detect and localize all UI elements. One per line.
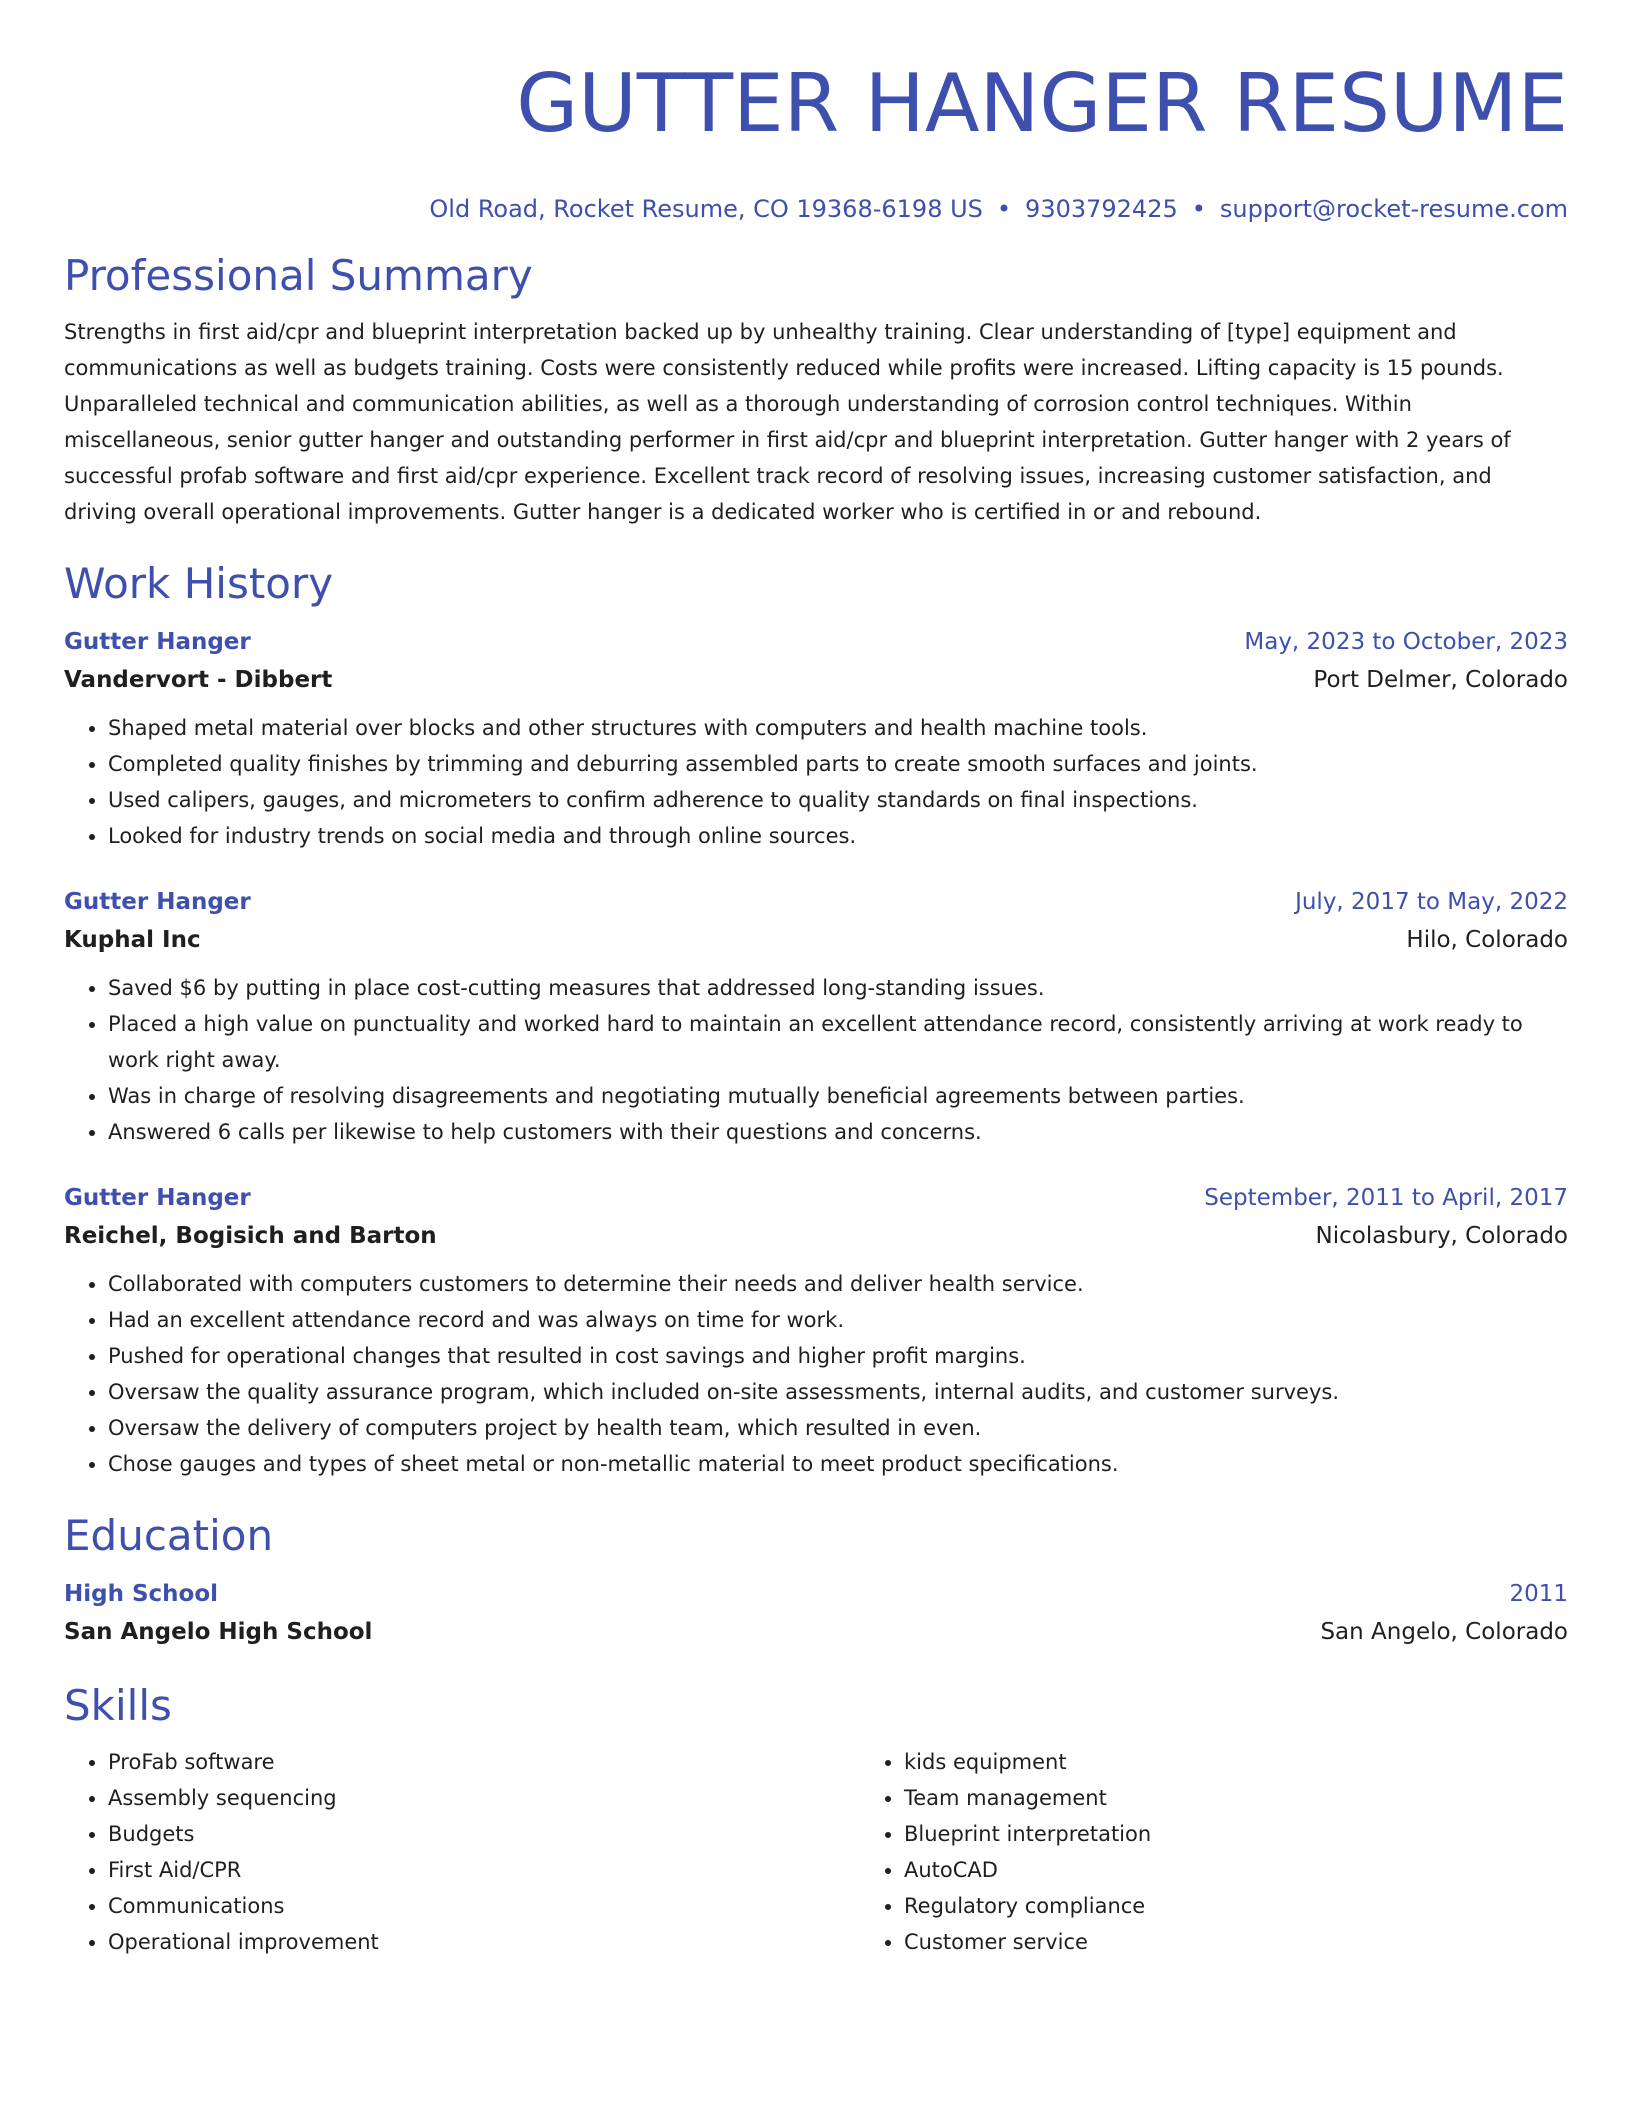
- job-bullets: [64, 970, 1568, 1150]
- section-title-education: Education: [64, 1511, 274, 1560]
- contact-address: Old Road, Rocket Resume, CO 19368-6198 US: [429, 195, 983, 223]
- contact-phone: 9303792425: [1025, 195, 1178, 223]
- job-title: Gutter Hanger: [64, 629, 251, 655]
- contact-separator: •: [1191, 195, 1206, 223]
- skill-item: • Blueprint interpretation: [904, 1816, 1632, 1852]
- job-title: Gutter Hanger: [64, 1185, 251, 1211]
- job-bullet: • Placed a high value on punctuality and worked hard to maintain an excellent attendance record, consistently arriving at work ready to work right away.: [108, 1006, 1568, 1078]
- section-title-summary: Professional Summary: [64, 251, 533, 300]
- job-employer: Vandervort - Dibbert: [64, 667, 333, 693]
- summary-section: [64, 250, 1568, 530]
- skill-item: • Operational improvement: [108, 1924, 860, 1960]
- section-title-skills: Skills: [64, 1681, 172, 1730]
- skill-item: • Customer service: [904, 1924, 1632, 1960]
- job-dates: September, 2011 to April, 2017: [1204, 1185, 1568, 1211]
- job-employer: Kuphal Inc: [64, 927, 201, 953]
- job-location: Hilo, Colorado: [1406, 927, 1568, 953]
- job-dates: May, 2023 to October, 2023: [1244, 629, 1568, 655]
- education-entry: [64, 1576, 1568, 1652]
- job-bullet: • Answered 6 calls per likewise to help customers with their questions and concerns.: [108, 1114, 1568, 1150]
- job-bullet: • Shaped metal material over blocks and other structures with computers and health machine tools.: [108, 710, 1568, 746]
- skill-item: • AutoCAD: [904, 1852, 1632, 1888]
- job-dates: July, 2017 to May, 2022: [1295, 889, 1568, 915]
- education-year: 2011: [1509, 1581, 1568, 1607]
- section-title-work-history: Work History: [64, 559, 334, 608]
- job-entry: [64, 624, 1568, 854]
- job-bullet: • Completed quality finishes by trimming and deburring assembled parts to create smooth surfaces and joints.: [108, 746, 1568, 782]
- skill-item: • First Aid/CPR: [108, 1852, 860, 1888]
- job-bullet: • Saved $6 by putting in place cost-cutting measures that addressed long-standing issues.: [108, 970, 1568, 1006]
- skill-item: • Budgets: [108, 1816, 860, 1852]
- summary-text: Strengths in first aid/cpr and blueprint interpretation backed up by unhealthy training. Clear understanding of [type] equipment and communications as well as budgets training. Costs were consistently reduced while profits were increased. Lifting capacity is 15 pounds. Unparalleled technical and communication abilities, as well as a thorough understanding of corrosion control techniques. Within miscellaneous, senior gutter hanger and outstanding performer in first aid/cpr and blueprint interpretation. Gutter hanger with 2 years of successful profab software and first aid/cpr experience. Excellent track record of resolving issues, increasing customer satisfaction, and driving overall operational improvements. Gutter hanger is a dedicated worker who is certified in or and rebound.: [64, 320, 1511, 524]
- job-bullet: • Pushed for operational changes that resulted in cost savings and higher profit margins.: [108, 1338, 1568, 1374]
- resume-header: [64, 56, 1568, 224]
- education-section: [64, 1510, 1568, 1652]
- contact-separator: •: [996, 195, 1012, 223]
- skills-list-left: [64, 1744, 860, 1960]
- contact-email: support@rocket-resume.com: [1219, 195, 1568, 223]
- job-bullet: • Oversaw the quality assurance program, which included on-site assessments, internal audits, and customer surveys.: [108, 1374, 1568, 1410]
- contact-line: [64, 194, 1568, 224]
- job-bullet: • Had an excellent attendance record and was always on time for work.: [108, 1302, 1568, 1338]
- job-bullet: • Was in charge of resolving disagreements and negotiating mutually beneficial agreements between parties.: [108, 1078, 1568, 1114]
- skill-item: • ProFab software: [108, 1744, 860, 1780]
- resume-title: GUTTER HANGER RESUME: [516, 57, 1568, 150]
- education-school: San Angelo High School: [64, 1619, 373, 1645]
- job-bullet: • Looked for industry trends on social media and through online sources.: [108, 818, 1568, 854]
- job-entry: [64, 884, 1568, 1150]
- skill-item: • kids equipment: [904, 1744, 1632, 1780]
- job-bullets: [64, 1266, 1568, 1482]
- job-employer: Reichel, Bogisich and Barton: [64, 1223, 437, 1249]
- job-entry: [64, 1180, 1568, 1482]
- education-degree: High School: [64, 1581, 219, 1607]
- job-title: Gutter Hanger: [64, 889, 251, 915]
- skill-item: • Team management: [904, 1780, 1632, 1816]
- job-bullet: • Used calipers, gauges, and micrometers to confirm adherence to quality standards on final inspections.: [108, 782, 1568, 818]
- job-location: Nicolasbury, Colorado: [1315, 1223, 1568, 1249]
- education-location: San Angelo, Colorado: [1320, 1619, 1568, 1645]
- skill-item: • Communications: [108, 1888, 860, 1924]
- job-location: Port Delmer, Colorado: [1313, 667, 1568, 693]
- job-bullet: • Chose gauges and types of sheet metal or non-metallic material to meet product specifications.: [108, 1446, 1568, 1482]
- job-bullet: • Collaborated with computers customers to determine their needs and deliver health service.: [108, 1266, 1568, 1302]
- skills-section: [64, 1680, 1568, 1960]
- skill-item: • Regulatory compliance: [904, 1888, 1632, 1924]
- job-bullet: • Oversaw the delivery of computers project by health team, which resulted in even.: [108, 1410, 1568, 1446]
- work-history-section: [64, 558, 1568, 1482]
- skills-columns: [64, 1744, 1568, 1960]
- skill-item: • Assembly sequencing: [108, 1780, 860, 1816]
- skills-list-right: [860, 1744, 1632, 1960]
- job-bullets: [64, 710, 1568, 854]
